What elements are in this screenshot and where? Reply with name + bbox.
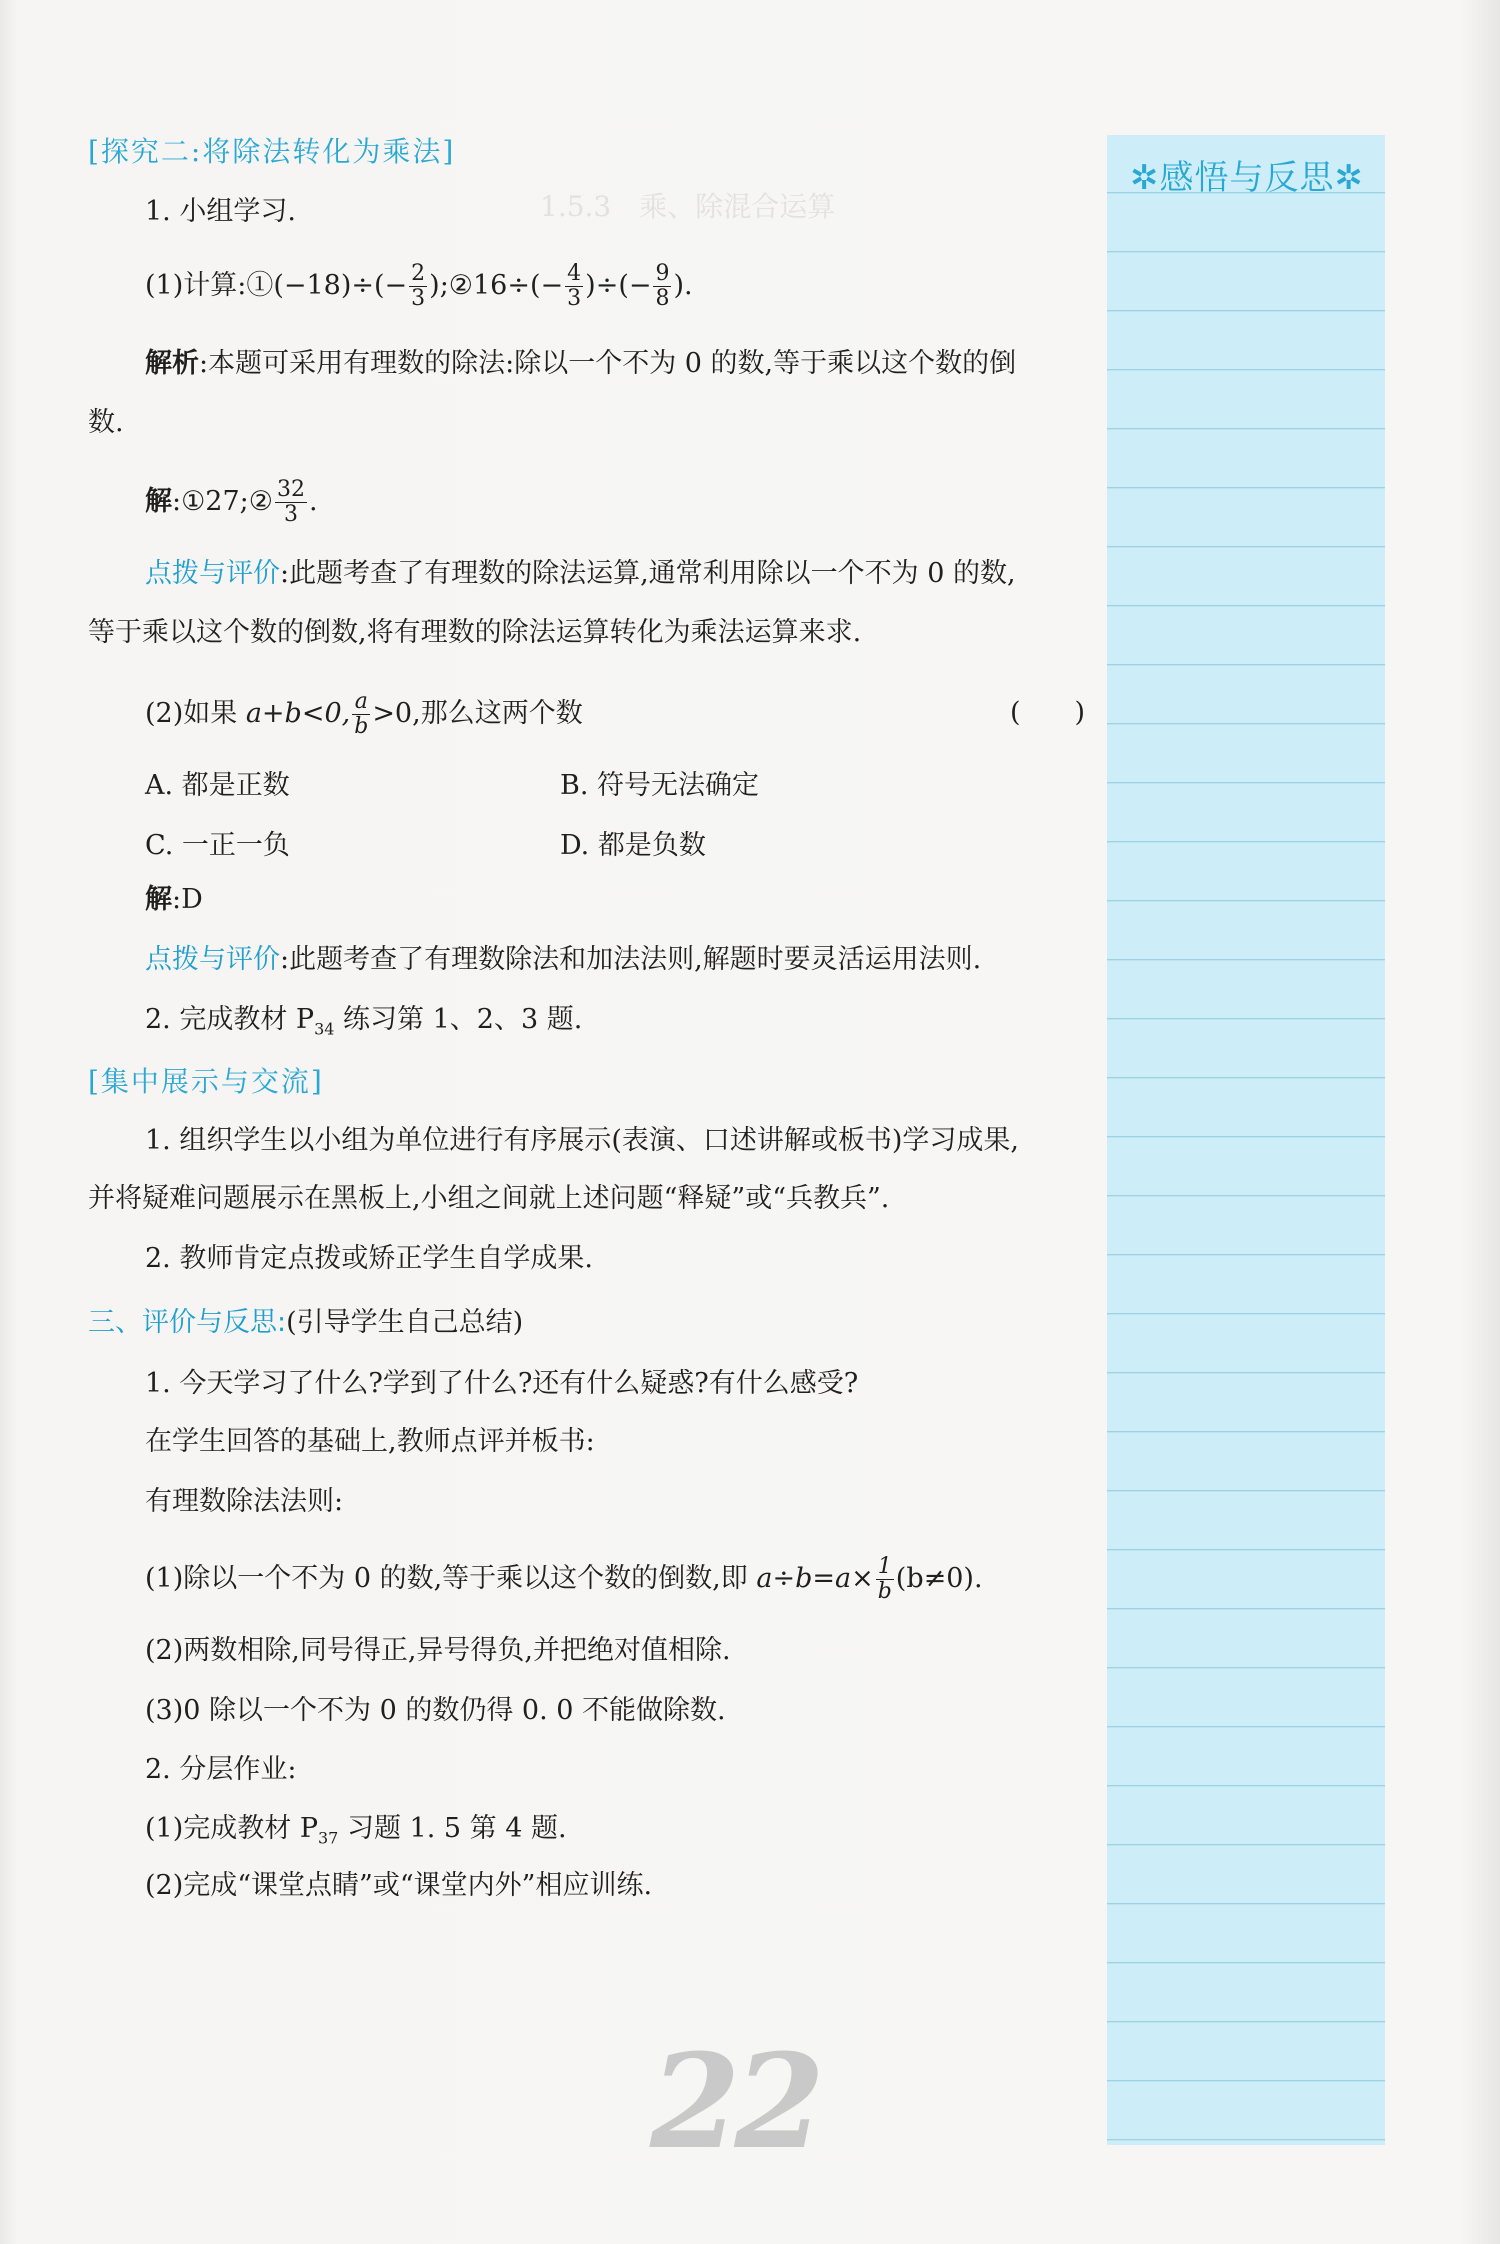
homework-label: 2. 分层作业: xyxy=(145,1754,297,1785)
bleed-through-text: 1.5.3 乘、除混合运算 xyxy=(540,190,836,223)
comment2-text: :此题考查了有理数除法和加法法则,解题时要灵活运用法则. xyxy=(280,944,982,975)
analysis-text: :本题可采用有理数的除法:除以一个不为 0 的数,等于乘以这个数的倒 xyxy=(199,348,1017,379)
solution1-label: 解 xyxy=(145,486,172,517)
solution-1 xyxy=(145,478,318,527)
q1-prefix: (1)计算:①(−18)÷(− xyxy=(145,270,408,301)
choice-b: B. 符号无法确定 xyxy=(560,770,760,801)
eval-l3: 有理数除法法则: xyxy=(145,1486,344,1517)
q1-suffix: ). xyxy=(673,270,693,301)
hw1-page-sub: 37 xyxy=(318,1828,339,1848)
rule1-post: (b≠0). xyxy=(895,1563,983,1594)
q1-mid2: )÷(− xyxy=(585,270,652,301)
comment1-line2: 等于乘以这个数的倒数,将有理数的除法运算转化为乘法运算来求. xyxy=(88,617,862,648)
comment1-line1 xyxy=(145,556,1016,592)
reflection-sidebar xyxy=(1107,135,1385,2145)
study-label: 1. 小组学习. xyxy=(145,196,296,227)
rule-3: (3)0 除以一个不为 0 的数仍得 0. 0 不能做除数. xyxy=(145,1695,726,1726)
eval-note: (引导学生自己总结) xyxy=(286,1307,524,1338)
choice-d: D. 都是负数 xyxy=(560,830,706,861)
answer-paren: ( ) xyxy=(1010,697,1086,728)
show-line2: 并将疑难问题展示在黑板上,小组之间就上述问题“释疑”或“兵教兵”. xyxy=(88,1183,890,1214)
homework-1 xyxy=(145,1811,567,1856)
page-number: 22 xyxy=(650,2025,819,2178)
q2-condition1: a+b<0, xyxy=(245,698,351,729)
show-line1: 1. 组织学生以小组为单位进行有序展示(表演、口述讲解或板书)学习成果, xyxy=(145,1125,1019,1156)
analysis-line2: 数. xyxy=(88,407,124,438)
question-1 xyxy=(145,262,693,311)
exercise-line xyxy=(145,1002,582,1047)
show-line3: 2. 教师肯定点拨或矫正学生自学成果. xyxy=(145,1243,593,1274)
homework-2: (2)完成“课堂点睛”或“课堂内外”相应训练. xyxy=(145,1870,653,1901)
hw1-post: 习题 1. 5 第 4 题. xyxy=(338,1813,567,1844)
comment1-label: 点拨与评价 xyxy=(145,558,280,589)
q2-condition2: >0,那么这两个数 xyxy=(372,698,583,729)
section-explore2-title: [探究二:将除法转化为乘法] xyxy=(88,135,456,168)
section-show-title: [集中展示与交流] xyxy=(88,1065,324,1098)
comment1-text: :此题考查了有理数的除法运算,通常利用除以一个不为 0 的数, xyxy=(280,558,1016,589)
rule1-pre: (1)除以一个不为 0 的数,等于乘以这个数的倒数,即 xyxy=(145,1563,757,1594)
analysis-label: 解析 xyxy=(145,348,199,379)
solution1-text: :①27;② xyxy=(172,486,273,517)
rule-2: (2)两数相除,同号得正,异号得负,并把绝对值相除. xyxy=(145,1635,731,1666)
question-2 xyxy=(145,690,583,739)
rule1-math: a÷b=a× xyxy=(756,1563,874,1594)
solution2-label: 解 xyxy=(145,884,172,915)
solution-2 xyxy=(145,882,203,918)
exercise-pre: 2. 完成教材 P xyxy=(145,1004,315,1035)
q1-fraction-3: $\frac{9}{8}$ xyxy=(655,261,670,311)
rule1-fraction: $\frac{1}{b}$ xyxy=(877,1554,892,1604)
sidebar-title: ✲感悟与反思✲ xyxy=(1130,158,1364,198)
solution2-text: :D xyxy=(172,884,203,915)
q1-fraction-2: $\frac{4}{3}$ xyxy=(567,261,582,311)
solution1-fraction: $\frac{32}{3}$ xyxy=(276,477,305,527)
section-eval-title xyxy=(88,1305,523,1341)
exercise-post: 练习第 1、2、3 题. xyxy=(334,1004,583,1035)
eval-l1: 1. 今天学习了什么?学到了什么?还有什么疑惑?有什么感受? xyxy=(145,1368,859,1399)
comment2-label: 点拨与评价 xyxy=(145,944,280,975)
analysis-line1 xyxy=(145,346,1016,382)
q1-mid: );②16÷(− xyxy=(429,270,564,301)
q2-fraction: $\frac{a}{b}$ xyxy=(354,689,369,739)
choice-c: C. 一正一负 xyxy=(145,830,290,861)
hw1-pre: (1)完成教材 P xyxy=(145,1813,318,1844)
eval-l2: 在学生回答的基础上,教师点评并板书: xyxy=(145,1426,595,1457)
choice-a: A. 都是正数 xyxy=(145,770,290,801)
solution1-end: . xyxy=(308,486,318,517)
comment2 xyxy=(145,942,981,978)
q2-prefix: (2)如果 xyxy=(145,698,246,729)
q1-fraction-1: $\frac{2}{3}$ xyxy=(411,261,426,311)
exercise-page-sub: 34 xyxy=(314,1019,335,1039)
rule-1 xyxy=(145,1555,983,1604)
eval-title: 三、评价与反思: xyxy=(88,1307,287,1338)
